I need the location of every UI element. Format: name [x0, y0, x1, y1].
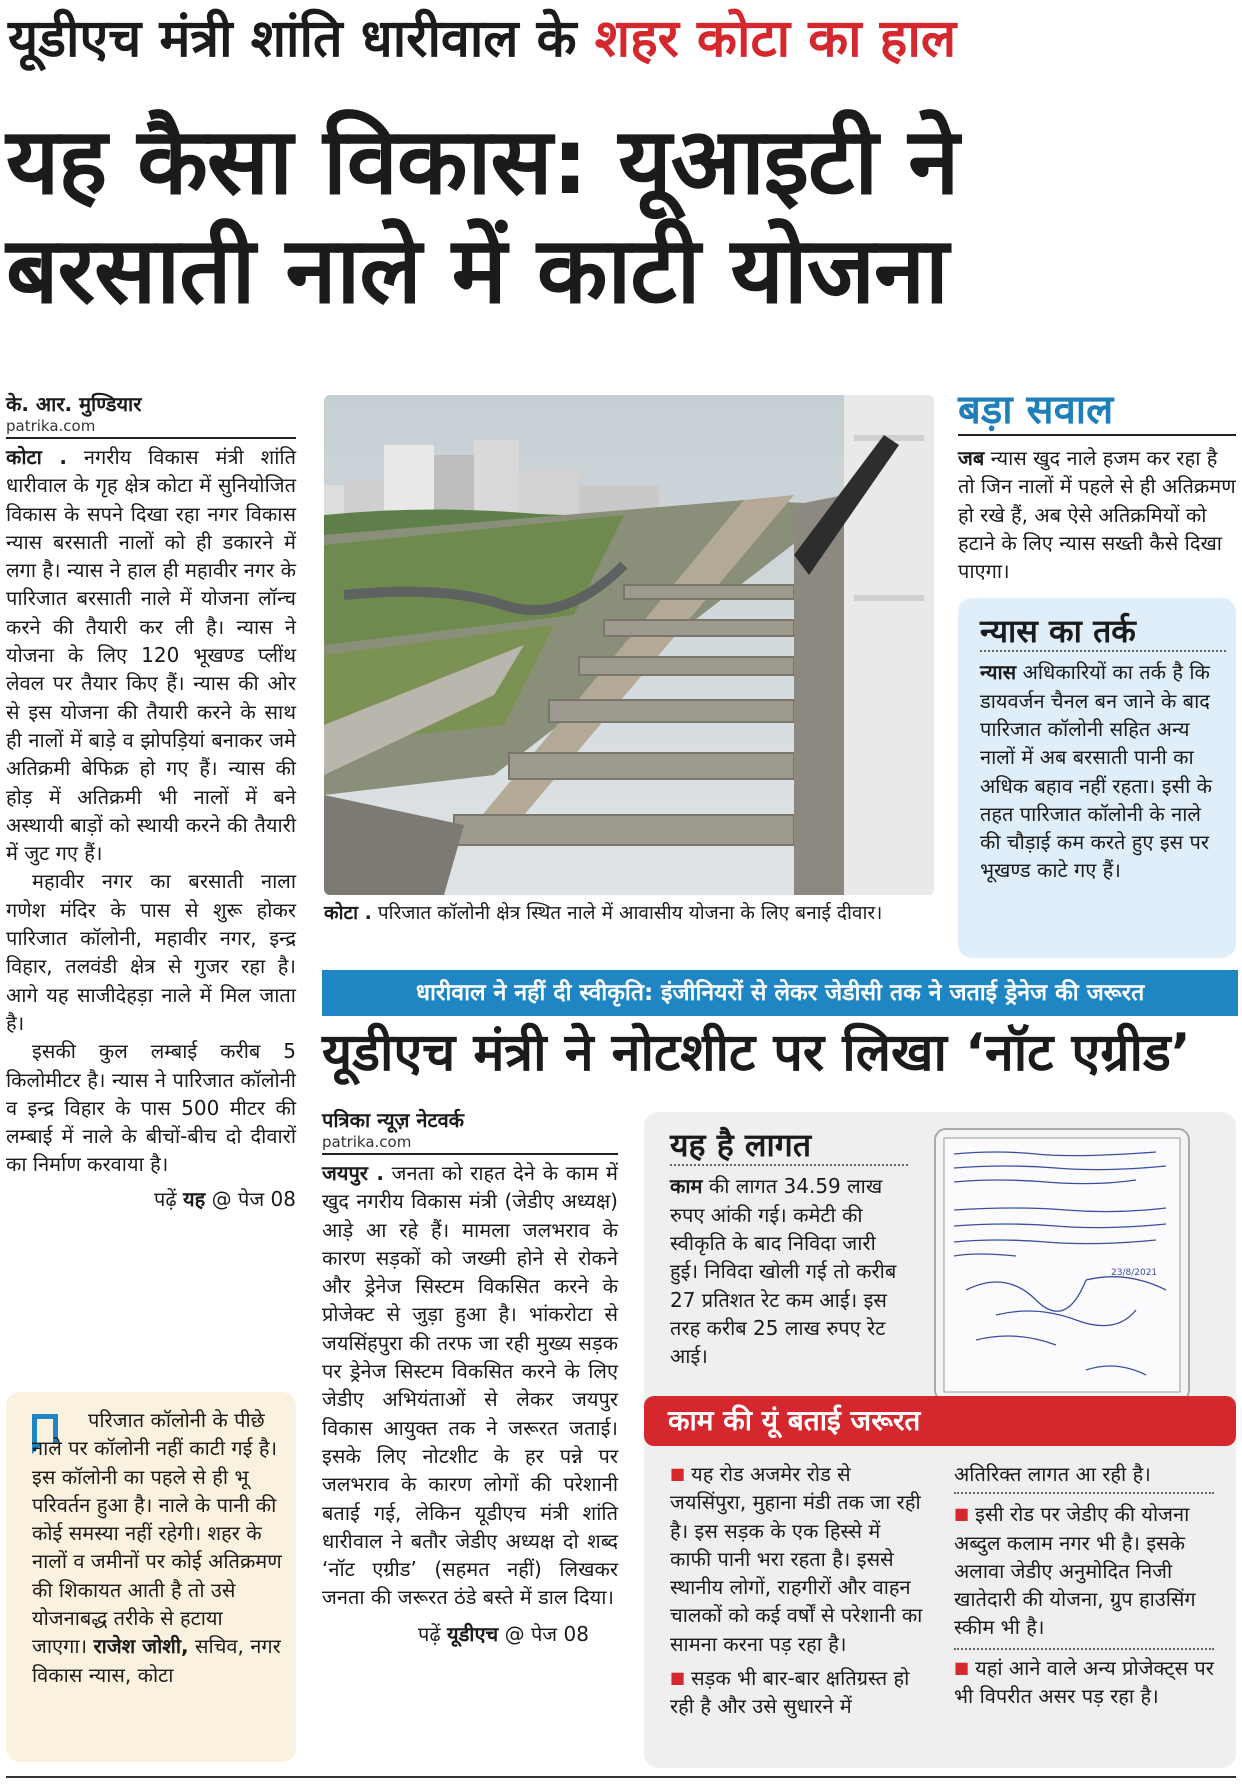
quote-text: परिजात कॉलोनी के पीछे नाले पर कॉलोनी नहीं काटी गई है। इस कॉलोनी का पहले से ही भू परिवर्तन हुआ है। नाले के पानी की कोई समस्या नहीं रहेगी। शहर के नालों व जमीनों पर कोई अतिक्रमण की शिकायत आती है तो उसे योजनाबद्ध तरीके से हटाया जाएगा। राजेश जोशी, सचिव, नगर विकास न्यास, कोटा — [32, 1408, 282, 1687]
svg-text:23/8/2021: 23/8/2021 — [1111, 1268, 1158, 1278]
notesheet-photo — [934, 1128, 1190, 1402]
headline-line-1: यह कैसा विकास: यूआइटी ने — [6, 108, 959, 215]
photo-caption — [324, 900, 924, 927]
bada-sawal-text: जब न्यास खुद नाले हजम कर रहा है तो जिन नालों में पहले से ही अतिक्रमण हो रखे हैं, अब ऐसे अतिक्रमियों को हटाने के लिए न्यास सख्ती कैसे दिखा पाएगा। — [958, 446, 1236, 584]
kicker-red: शहर कोटा का हाल — [594, 9, 957, 69]
need-bullet-4: ■ यहां आने वाले अन्य प्रोजेक्ट्स पर भी विपरीत असर पड़ रहा है। — [954, 1648, 1214, 1711]
second-byline-divider — [322, 1153, 618, 1155]
caption-lead: कोटा . — [324, 902, 372, 924]
main-paragraph-2: महावीर नगर का बरसाती नाला गणेश मंदिर के पास से शुरू होकर पारिजात कॉलोनी, महावीर नगर, इन्द्र विहार, तलवंडी क्षेत्र से गुजर रहा है। आगे यह साजीदेहड़ा नाले में मिल जाता है। — [6, 869, 296, 1035]
bada-sawal-title: बड़ा सवाल — [958, 387, 1114, 433]
second-headline: यूडीएच मंत्री ने नोटशीट पर लिखा ‘नॉट एग्रीड’ — [322, 1023, 1191, 1083]
main-byline: के. आर. मुण्डियार — [6, 392, 142, 416]
quote-name: राजेश जोशी, — [93, 1634, 189, 1659]
main-source: patrika.com — [6, 417, 96, 435]
bada-sawal-section — [958, 388, 1236, 585]
second-source: patrika.com — [322, 1133, 412, 1151]
nyas-tark-title: न्यास का तर्क — [980, 612, 1226, 652]
approval-banner: धारीवाल ने नहीं दी स्वीकृति: इंजीनियरों से लेकर जेडीसी तक ने जताई ड्रेनेज की जरूरत — [322, 970, 1238, 1016]
bada-sawal-divider — [958, 434, 1236, 436]
main-page-ref: पढ़ें यह @ पेज 08 — [154, 1186, 296, 1211]
nyas-tark-text: न्यास अधिकारियों का तर्क है कि डायवर्जन चैनल बन जाने के बाद पारिजात कॉलोनी सहित अन्य नालों में अब बरसाती पानी का अधिक बहाव नहीं रहता। इसी के तहत पारिजात कॉलोनी के नाले की चौड़ाई कम करते हुए इस पर भूखण्ड काटे गए हैं। — [980, 660, 1212, 883]
second-dateline: जयपुर . — [322, 1161, 384, 1185]
need-column-left — [670, 1460, 926, 1721]
main-body — [6, 443, 296, 1179]
need-bullet-1: ■ यह रोड अजमेर रोड से जयसिंपुरा, मुहाना मंडी तक जा रही है। इस सड़क के एक हिस्से में काफी पानी भरा रहता है। इससे स्थानीय लोगों, राहगीरों और वाहन चालकों को कई वर्षों से परेशानी का सामना करना पड़ रहा है। — [670, 1462, 923, 1656]
bottom-divider — [6, 1776, 1236, 1778]
need-column-right — [954, 1460, 1214, 1710]
cost-box — [670, 1126, 908, 1370]
kicker-black: यूडीएच मंत्री शांति धारीवाल के — [8, 9, 595, 69]
cost-text: काम की लागत 34.59 लाख रुपए आंकी गई। कमेटी की स्वीकृति के बाद निविदा जारी हुई। निविदा खोली गई तो करीब 27 प्रतिशत रेट कम आई। इस तरह करीब 25 लाख रुपए रेट आई। — [670, 1174, 897, 1369]
nyas-tark-box — [958, 598, 1236, 958]
second-page-ref: पढ़ें यूडीएच @ पेज 08 — [418, 1621, 589, 1646]
main-headline — [6, 108, 1236, 325]
main-article — [6, 390, 296, 1212]
byline-divider — [6, 437, 296, 439]
need-bullet-2: ■ सड़क भी बार-बार क्षतिग्रस्त हो रही है और उसे सुधारने में — [670, 1666, 910, 1719]
need-bullet-3: ■ इसी रोड पर जेडीए की योजना अब्दुल कलाम नगर भी है। इसके अलावा जेडीए अनुमोदित निजी खातेदारी की योजना, ग्रुप हाउसिंग स्कीम भी है। — [954, 1502, 1196, 1640]
second-body: जयपुर . जनता को राहत देने के काम में खुद नगरीय विकास मंत्री (जेडीए अध्यक्ष) आड़े आ रहे हैं। मामला जलभराव के कारण सड़कों को जख्मी होने से रोकने और ड्रेनेज सिस्टम विकसित करने के प्रोजेक्ट से जुड़ा हुआ है। भांकरोटा से जयसिंहपुरा की तरफ जा रही मुख्य सड़क पर ड्रेनेज सिस्टम विकसित करने के लिए जेडीए अभियंताओं से लेकर जयपुर विकास आयुक्त तक ने जरूरत जताई। इसके लिए नोटशीट के हर पन्ने पर जलभराव के कारण लोगों की परेशानी बताई गई, लेकिन यूडीएच मंत्री शांति धारीवाल ने बतौर जेडीए अध्यक्ष दो शब्द ‘नॉट एग्रीड’ (सहमत नहीं) लिखकर जनता की जरूरत ठंडे बस्ते में डाल दिया। — [322, 1161, 619, 1610]
need-bullet-2-continued: अतिरिक्त लागत आ रही है। — [954, 1460, 1214, 1494]
kicker — [8, 8, 956, 70]
drain-photo — [324, 395, 934, 895]
notesheet-illustration — [936, 1130, 1188, 1400]
quote-box — [6, 1392, 296, 1762]
main-paragraph-1: कोटा . नगरीय विकास मंत्री शांति धारीवाल के गृह क्षेत्र कोटा में सुनियोजित विकास के सपने दिखा रहा नगर विकास न्यास बरसाती नालों को ही डकारने में लगा है। न्यास ने हाल ही महावीर नगर के पारिजात बरसाती नाले में योजना लॉन्च करने की तैयारी कर ली है। न्यास ने योजना के लिए 120 भूखण्ड प्लींथ लेवल पर तैयार किए हैं। न्यास की ओर से इस योजना की तैयारी करने के साथ ही नालों में बाड़े व झोपड़ियां बनाकर जमे अतिक्रमी बेफिक्र हो गए हैं। न्यास की होड़ में अतिक्रमी भी नालों में बने अस्थायी बाड़ों को स्थायी करने की तैयारी में जुट गए हैं। — [6, 445, 296, 866]
main-paragraph-3: इसकी कुल लम्बाई करीब 5 किलोमीटर है। न्यास ने पारिजात कॉलोनी व इन्द्र विहार के पास 500 मीटर की लम्बाई में नाले के बीचों-बीच दो दीवारों का निर्माण करवाया है। — [6, 1039, 296, 1177]
caption-text: परिजात कॉलोनी क्षेत्र स्थित नाले में आवासीय योजना के लिए बनाई दीवार। — [377, 902, 883, 924]
second-article — [322, 1106, 618, 1647]
main-dateline: कोटा . — [6, 445, 67, 469]
second-byline: पत्रिका न्यूज़ नेटवर्क — [322, 1108, 465, 1132]
need-title-bar: काम की यूं बताई जरूरत — [644, 1396, 1236, 1446]
cost-title: यह है लागत — [670, 1126, 908, 1166]
quote-designation: सचिव, नगर विकास न्यास, कोटा — [32, 1634, 281, 1687]
drain-photo-illustration — [324, 395, 934, 895]
headline-line-2: बरसाती नाले में काटी योजना — [6, 216, 948, 324]
